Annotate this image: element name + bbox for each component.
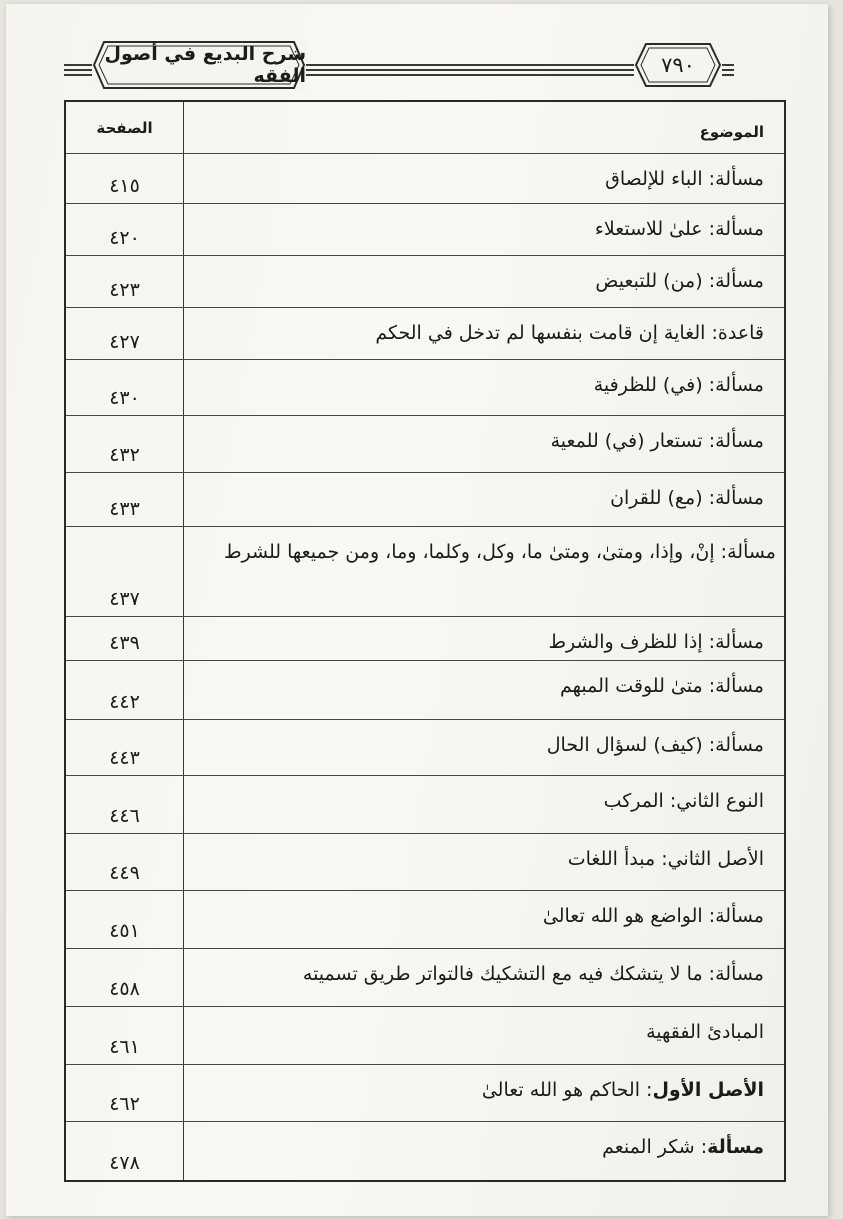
toc-topic: [184, 473, 784, 526]
toc-text: : (كيف) لسؤال الحال: [546, 734, 716, 756]
toc-row: [66, 308, 784, 360]
toc-label: مسألة: [715, 675, 764, 697]
toc-topic: [184, 308, 784, 359]
toc-row: [66, 204, 784, 256]
toc-text: : المركب: [603, 790, 677, 812]
toc-topic: [184, 661, 784, 719]
toc-page: ٤٦١: [66, 1007, 184, 1064]
toc-topic: [184, 416, 784, 472]
book-title: شرح البديع في أصول الفقه: [104, 43, 306, 87]
toc-header-row: [66, 102, 784, 154]
toc-topic: [184, 1122, 784, 1180]
toc-row: [66, 834, 784, 891]
toc-text: : الحاكم هو الله تعالىٰ: [481, 1079, 653, 1101]
toc-topic: [184, 527, 784, 616]
toc-label: الأصل الأول: [652, 1079, 764, 1101]
toc-topic: [184, 154, 784, 203]
toc-row: [66, 154, 784, 204]
toc-page: ٤٤٢: [66, 661, 184, 719]
toc-topic: [184, 891, 784, 948]
toc-text: : (من) للتبعيض: [595, 270, 716, 292]
toc-page: ٤٦٢: [66, 1065, 184, 1121]
toc-page: ٤٤٩: [66, 834, 184, 890]
toc-text: : الغاية إن قامت بنفسها لم تدخل في الحكم: [375, 322, 718, 344]
toc-page: ٤١٥: [66, 154, 184, 203]
toc-label: النوع الثاني: [676, 790, 764, 812]
toc-page: ٤٣٢: [66, 416, 184, 472]
toc-label: مسألة: [715, 270, 764, 292]
toc-topic: [184, 1007, 784, 1064]
toc-topic: [184, 720, 784, 775]
toc-page: ٤٣٩: [66, 617, 184, 660]
toc-row: [66, 416, 784, 473]
toc-topic: [184, 949, 784, 1006]
toc-label: مسألة: [715, 218, 764, 240]
toc-label: مسألة: [715, 430, 764, 452]
toc-label: مسألة: [715, 734, 764, 756]
toc-text: : إنْ، وإذا، ومتىٰ، ومتىٰ ما، وكل، وكلما، وما، ومن جميعها للشرط: [223, 541, 728, 563]
toc-page: ٤٤٣: [66, 720, 184, 775]
toc-page: ٤٢٠: [66, 204, 184, 255]
page-column-header: الصفحة: [66, 102, 184, 153]
toc-page: ٤٧٨: [66, 1122, 184, 1180]
toc-label: مسألة: [707, 1136, 764, 1158]
toc-page: ٤٤٦: [66, 776, 184, 833]
toc-page: ٤٢٧: [66, 308, 184, 359]
page-number: ٧٩٠: [661, 53, 695, 77]
toc-row: [66, 617, 784, 661]
toc-label: الأصل الثاني: [667, 848, 764, 870]
toc-text: : الباء للإلصاق: [605, 168, 716, 190]
toc-row: [66, 1122, 784, 1180]
book-title-frame: [92, 40, 306, 90]
toc-page: ٤٣٣: [66, 473, 184, 526]
toc-label: قاعدة: [717, 322, 764, 344]
toc-table: [64, 100, 786, 1182]
toc-row: [66, 776, 784, 834]
toc-label: مسألة: [715, 905, 764, 927]
toc-topic: [184, 617, 784, 660]
toc-text: : متىٰ للوقت المبهم: [560, 675, 716, 697]
toc-row: [66, 473, 784, 527]
toc-page: ٤٥١: [66, 891, 184, 948]
toc-row: [66, 1065, 784, 1122]
toc-page: ٤٣٠: [66, 360, 184, 415]
toc-row: [66, 949, 784, 1007]
toc-label: مسألة: [715, 487, 764, 509]
toc-row: [66, 256, 784, 308]
toc-row: [66, 891, 784, 949]
toc-label: مسألة: [715, 168, 764, 190]
toc-page: ٤٥٨: [66, 949, 184, 1006]
toc-text: : علىٰ للاستعلاء: [594, 218, 716, 240]
toc-text: : ما لا يتشكك فيه مع التشكيك فالتواتر طريق تسميته: [302, 963, 716, 985]
toc-topic: [184, 204, 784, 255]
toc-topic: [184, 834, 784, 890]
book-page: [6, 4, 828, 1216]
topic-column-header: الموضوع: [699, 122, 764, 141]
toc-text: : شكر المنعم: [602, 1136, 708, 1158]
toc-page: ٤٣٧: [66, 527, 184, 616]
toc-text: : الواضع هو الله تعالىٰ: [542, 905, 716, 927]
toc-text: : تستعار (في) للمعية: [550, 430, 716, 452]
toc-label: مسألة: [715, 631, 764, 653]
toc-topic: [184, 256, 784, 307]
page-number-frame: [634, 42, 722, 88]
toc-label: مسألة: [727, 541, 776, 563]
toc-row: [66, 527, 784, 617]
toc-topic: [184, 360, 784, 415]
toc-text: : (مع) للقران: [610, 487, 716, 509]
toc-topic: [184, 1065, 784, 1121]
toc-row: [66, 661, 784, 720]
toc-topic: [184, 776, 784, 833]
toc-label: المبادئ الفقهية: [646, 1021, 764, 1043]
toc-row: [66, 360, 784, 416]
toc-text: : (في) للظرفية: [593, 374, 716, 396]
toc-label: مسألة: [715, 963, 764, 985]
toc-page: ٤٢٣: [66, 256, 184, 307]
toc-text: : إذا للظرف والشرط: [548, 631, 716, 653]
toc-text: : مبدأ اللغات: [567, 848, 668, 870]
toc-row: [66, 720, 784, 776]
toc-row: [66, 1007, 784, 1065]
toc-label: مسألة: [715, 374, 764, 396]
